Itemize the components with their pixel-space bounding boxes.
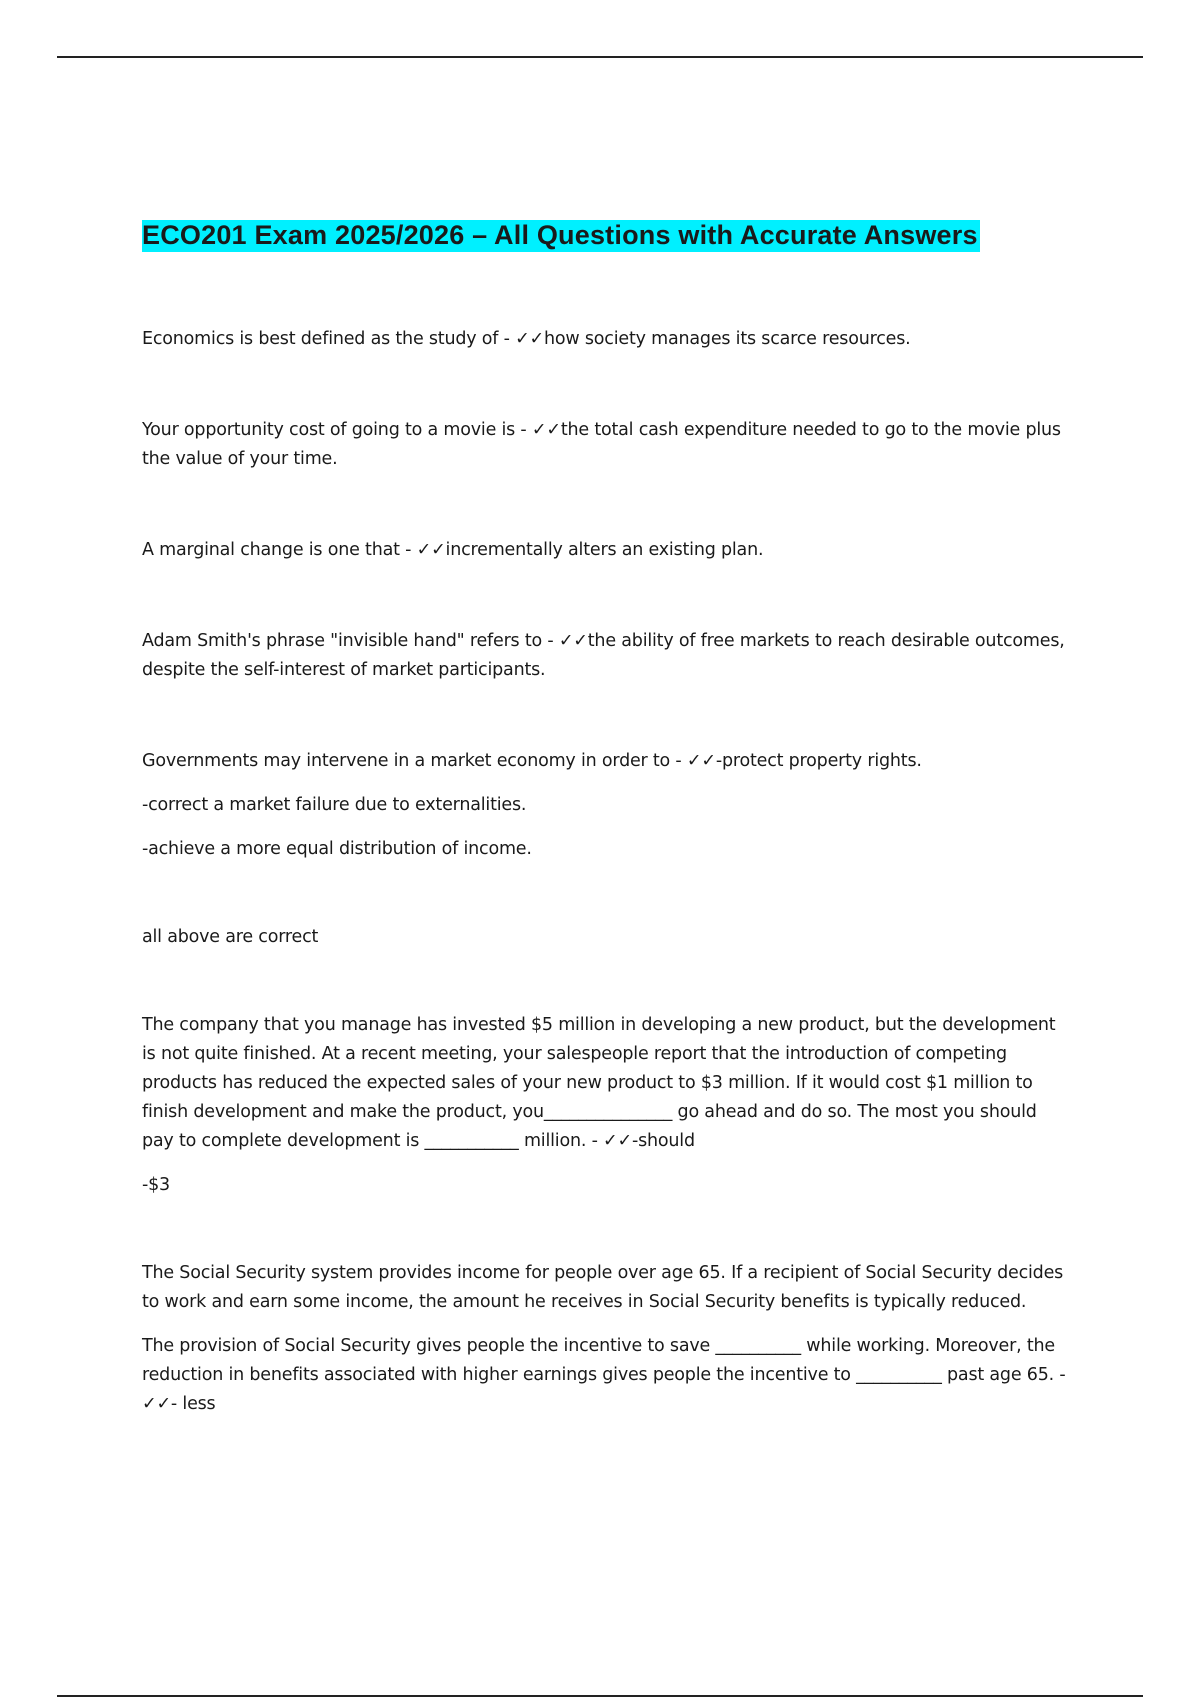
document-title <box>142 215 1072 255</box>
q5-answer-income-distribution: -achieve a more equal distribution of income. <box>142 839 532 859</box>
q1-economics-definition: Economics is best defined as the study of - ✓✓how society manages its scarce resources. <box>142 329 911 349</box>
q6-answer-amount: -$3 <box>142 1175 170 1195</box>
q2-opportunity-cost: Your opportunity cost of going to a movie is - ✓✓the total cash expenditure needed to go to the movie plus the value of your time. <box>142 420 1061 469</box>
bottom-rule <box>57 1695 1143 1697</box>
q7-social-security-question: The provision of Social Security gives people the incentive to save __________ while working. Moreover, the reduction in benefits associated with higher earnings gives people the incentive to __________ past age 65. - ✓✓- less <box>142 1336 1066 1414</box>
q7-social-security-intro: The Social Security system provides income for people over age 65. If a recipient of Social Security decides to work and earn some income, the amount he receives in Social Security benefits is typically reduced. <box>142 1263 1064 1312</box>
q4-invisible-hand: Adam Smith's phrase "invisible hand" refers to - ✓✓the ability of free markets to reach desirable outcomes, despite the self-interest of market participants. <box>142 631 1065 680</box>
q3-marginal-change: A marginal change is one that - ✓✓incrementally alters an existing plan. <box>142 540 764 560</box>
q5-answer-all-correct: all above are correct <box>142 927 319 947</box>
q6-sunk-cost: The company that you manage has invested $5 million in developing a new product, but the development is not quite finished. At a recent meeting, your salespeople report that the introduction of competing products has reduced the expected sales of your new product to $3 million. If it would cost $1 million to finish development and make the product, you_______________ go ahead and do so. The most you should pay to complete development is ___________ million. - ✓✓-should <box>142 1015 1056 1151</box>
document-body <box>142 215 1072 1419</box>
q5-government-intervention: Governments may intervene in a market economy in order to - ✓✓-protect property rights. <box>142 751 922 771</box>
q5-answer-externalities: -correct a market failure due to externalities. <box>142 795 527 815</box>
top-rule <box>57 56 1143 58</box>
title-highlight: ECO201 Exam 2025/2026 – All Questions with Accurate Answers <box>142 220 978 250</box>
